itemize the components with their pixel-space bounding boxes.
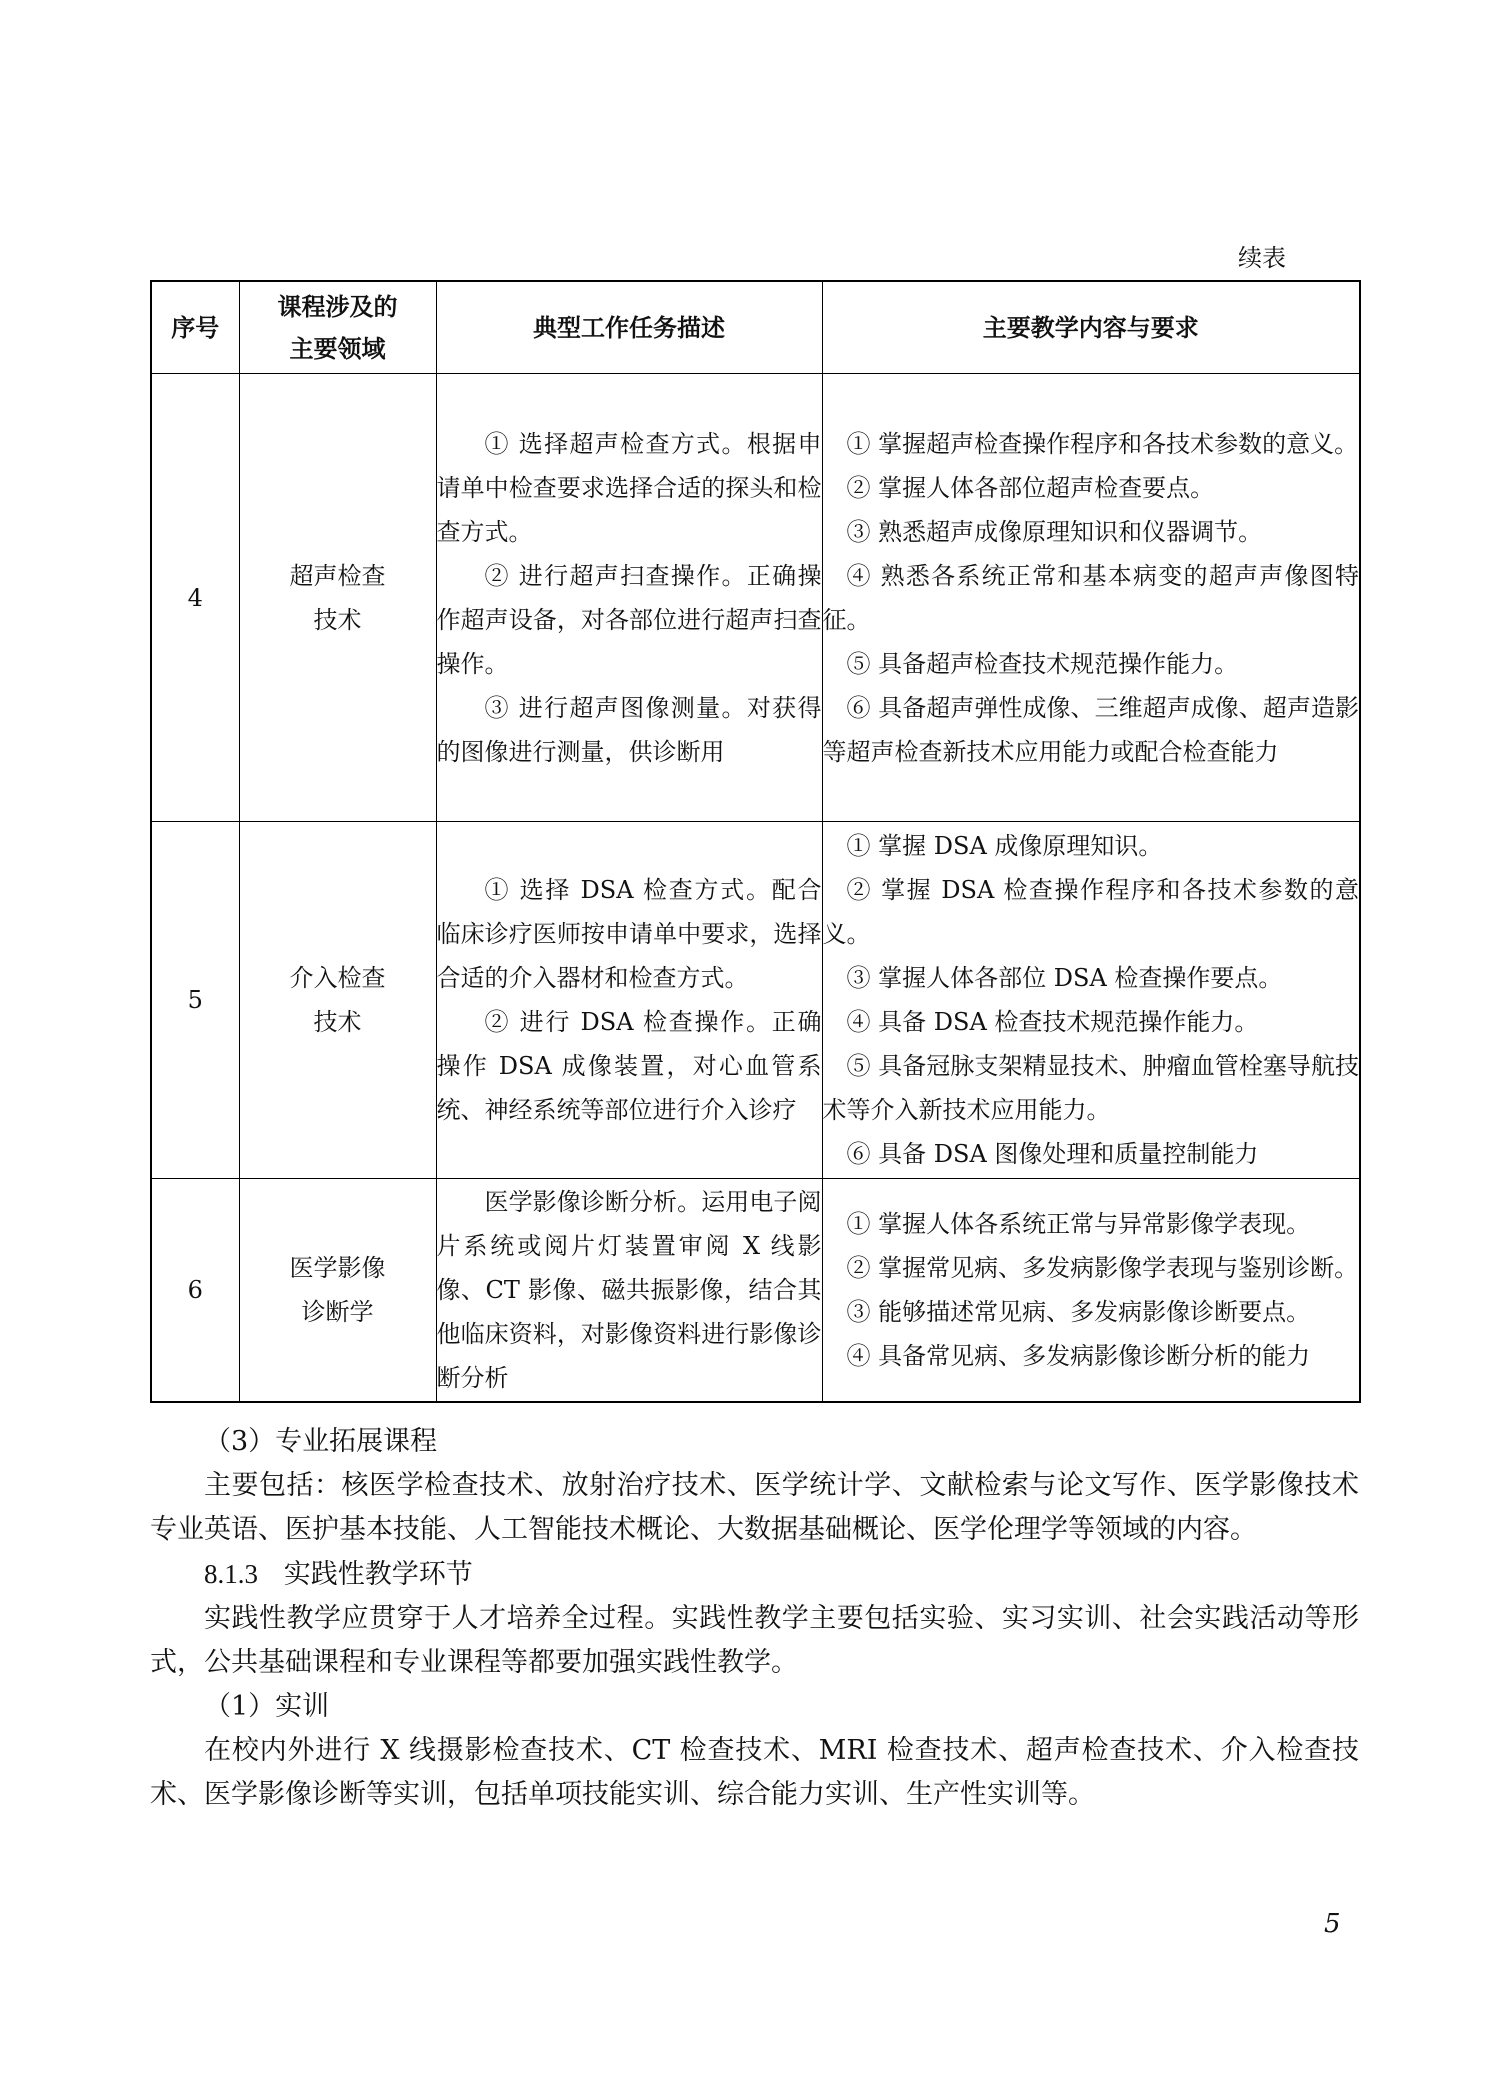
training-heading: （1）实训 <box>204 1691 330 1722</box>
table-row <box>151 1179 1360 1403</box>
requirement-item: ③ 能够描述常见病、多发病影像诊断要点。 <box>846 1298 1311 1326</box>
row-tasks <box>436 374 822 822</box>
task-item: ① 选择 DSA 检查方式。配合临床诊疗医师按申请单中要求，选择合适的介入器材和检查方式。 <box>436 876 822 992</box>
requirement-item: ② 掌握 DSA 检查操作程序和各技术参数的意义。 <box>822 876 1359 948</box>
requirement-item: ⑥ 具备 DSA 图像处理和质量控制能力 <box>846 1140 1259 1168</box>
row-area-line: 技术 <box>313 1008 362 1036</box>
training-body: 在校内外进行 X 线摄影检查技术、CT 检查技术、MRI 检查技术、超声检查技术、介入检查技术、医学影像诊断等实训，包括单项技能实训、综合能力实训、生产性实训等。 <box>150 1735 1359 1810</box>
requirement-item: ③ 掌握人体各部位 DSA 检查操作要点。 <box>846 964 1283 992</box>
requirement-item: ⑤ 具备超声检查技术规范操作能力。 <box>846 649 1239 678</box>
task-item: 医学影像诊断分析。运用电子阅片系统或阅片灯装置审阅 X 线影像、CT 影像、磁共振影像，结合其他临床资料，对影像资料进行影像诊断分析 <box>436 1188 822 1392</box>
row-requirements <box>822 374 1360 822</box>
row-number: 4 <box>151 374 239 822</box>
practice-section-body: 实践性教学应贯穿于人才培养全过程。实践性教学主要包括实验、实习实训、社会实践活动等形式，公共基础课程和专业课程等都要加强实践性教学。 <box>150 1603 1359 1678</box>
course-table <box>150 280 1361 1403</box>
header-area-line1: 课程涉及的 <box>277 291 398 321</box>
table-row <box>151 822 1360 1179</box>
row-area-line: 介入检查 <box>289 964 386 992</box>
header-task: 典型工作任务描述 <box>436 281 822 374</box>
practice-section-title: 实践性教学环节 <box>283 1559 473 1590</box>
requirement-item: ⑥ 具备超声弹性成像、三维超声成像、超声造影等超声检查新技术应用能力或配合检查能力 <box>822 693 1359 766</box>
requirement-item: ④ 具备 DSA 检查技术规范操作能力。 <box>846 1008 1259 1036</box>
requirement-item: ④ 熟悉各系统正常和基本病变的超声声像图特征。 <box>822 561 1359 634</box>
row-area-line: 诊断学 <box>301 1298 374 1326</box>
continued-table-label: 续表 <box>1238 244 1286 272</box>
practice-section-heading <box>150 1552 1359 1597</box>
requirement-item: ② 掌握常见病、多发病影像学表现与鉴别诊断。 <box>846 1254 1359 1282</box>
header-req: 主要教学内容与要求 <box>822 281 1360 374</box>
row-tasks <box>436 1179 822 1403</box>
extension-courses-body: 主要包括：核医学检查技术、放射治疗技术、医学统计学、文献检索与论文写作、医学影像技术专业英语、医护基本技能、人工智能技术概论、大数据基础概论、医学伦理学等领域的内容。 <box>150 1470 1359 1545</box>
row-area-line: 医学影像 <box>289 1254 386 1282</box>
requirement-item: ② 掌握人体各部位超声检查要点。 <box>846 473 1215 502</box>
row-requirements <box>822 1179 1360 1403</box>
requirement-item: ① 掌握超声检查操作程序和各技术参数的意义。 <box>846 429 1359 458</box>
task-item: ② 进行超声扫查操作。正确操作超声设备，对各部位进行超声扫查操作。 <box>436 561 822 678</box>
task-item: ② 进行 DSA 检查操作。正确操作 DSA 成像装置，对心血管系统、神经系统等部位进行介入诊疗 <box>436 1008 822 1124</box>
table-row <box>151 374 1360 822</box>
row-area-line: 超声检查 <box>289 561 386 590</box>
task-item: ① 选择超声检查方式。根据申请单中检查要求选择合适的探头和检查方式。 <box>436 429 822 546</box>
row-number: 6 <box>151 1179 239 1403</box>
row-area-line: 技术 <box>313 605 362 634</box>
requirement-item: ① 掌握 DSA 成像原理知识。 <box>846 832 1163 860</box>
practice-section-number: 8.1.3 <box>204 1559 258 1589</box>
requirement-item: ① 掌握人体各系统正常与异常影像学表现。 <box>846 1210 1311 1238</box>
requirement-item: ④ 具备常见病、多发病影像诊断分析的能力 <box>846 1342 1311 1370</box>
body-text <box>150 1420 1359 1817</box>
row-tasks <box>436 822 822 1179</box>
requirement-item: ③ 熟悉超声成像原理知识和仪器调节。 <box>846 517 1263 546</box>
row-area <box>239 822 436 1179</box>
requirement-item: ⑤ 具备冠脉支架精显技术、肿瘤血管栓塞导航技术等介入新技术应用能力。 <box>822 1052 1359 1124</box>
extension-courses-heading: （3）专业拓展课程 <box>204 1426 438 1457</box>
row-requirements <box>822 822 1360 1179</box>
row-area <box>239 1179 436 1403</box>
header-num: 序号 <box>151 281 239 374</box>
header-area-line2: 主要领域 <box>289 333 386 363</box>
row-number: 5 <box>151 822 239 1179</box>
task-item: ③ 进行超声图像测量。对获得的图像进行测量，供诊断用 <box>436 693 822 766</box>
page-number: 5 <box>1324 1909 1341 1939</box>
table-header-row <box>151 281 1360 374</box>
header-area <box>239 281 436 374</box>
row-area <box>239 374 436 822</box>
